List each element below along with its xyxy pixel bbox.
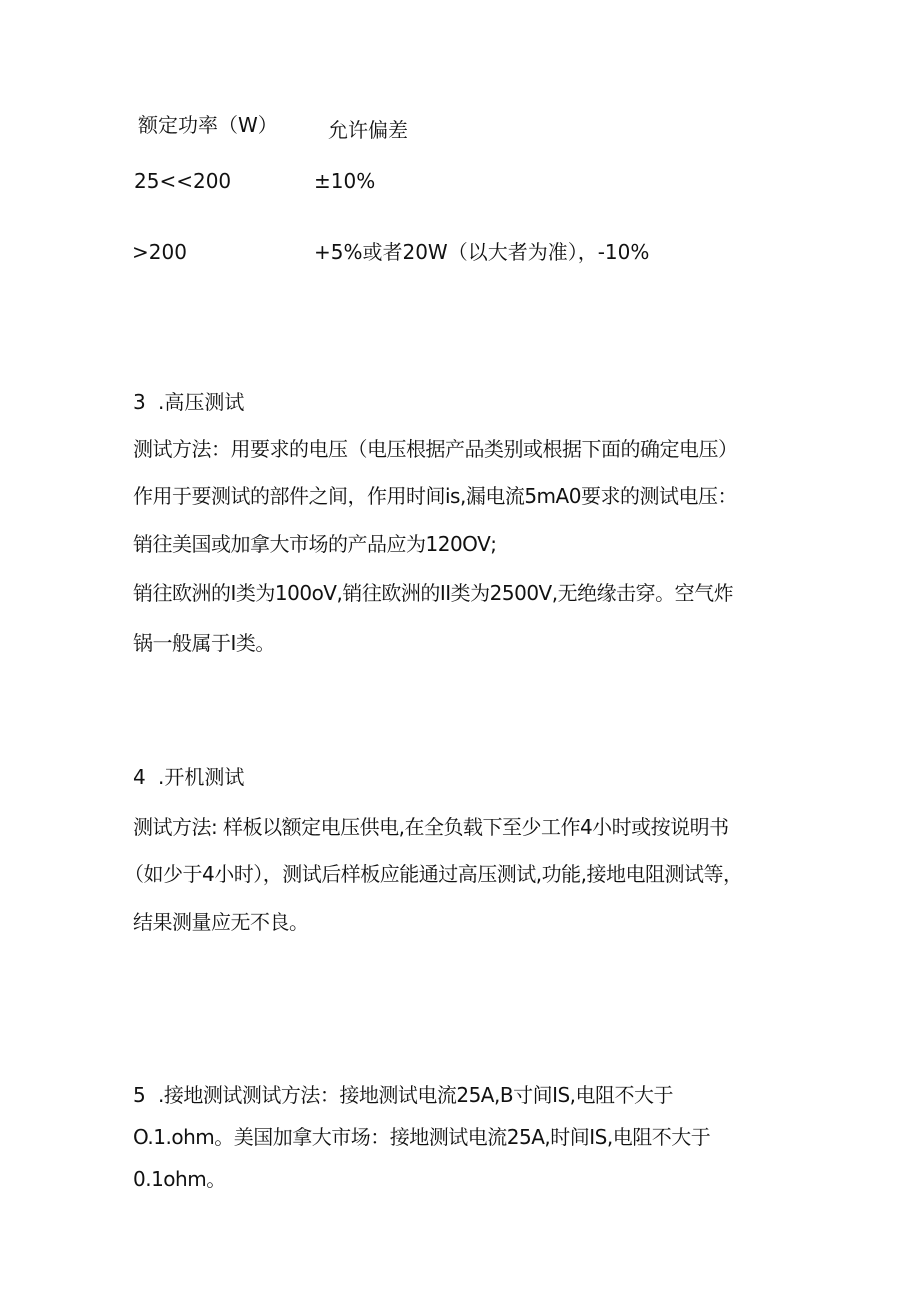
table-cell-power: 25<<200: [134, 169, 232, 193]
section-number: 3: [133, 390, 146, 414]
section-title: .高压测试: [158, 390, 245, 414]
table-cell-power: >200: [132, 240, 187, 264]
paragraph-line: 锅一般属于I类。: [133, 631, 275, 655]
paragraph-line: 测试方法: 样板以额定电压供电,在全负载下至少工作4小时或按说明书: [133, 815, 729, 839]
paragraph-line: 0.1ohm。: [133, 1167, 226, 1191]
table-header-rated-power: 额定功率（W）: [138, 113, 278, 137]
paragraph-line: （如少于4小时），测试后样板应能通过高压测试,功能,接地电阻测试等，: [124, 862, 743, 886]
paragraph-line: 销往欧洲的I类为100oV,销往欧洲的II类为2500V,无绝缘击穿。空气炸: [133, 581, 734, 605]
paragraph-line: 作用于要测试的部件之间，作用时间is,漏电流5mA0要求的测试电压：: [133, 484, 737, 508]
section-number: 5: [133, 1083, 146, 1107]
paragraph-line: O.1.ohm。美国加拿大市场：接地测试电流25A,时间IS,电阻不大于: [133, 1125, 711, 1149]
table-cell-tolerance: +5%或者20W（以大者为准），-10%: [314, 240, 650, 264]
section-title: .开机测试: [158, 765, 245, 789]
paragraph-line: 测试方法：用要求的电压（电压根据产品类别或根据下面的确定电压）: [133, 437, 738, 461]
section-number: 4: [133, 765, 146, 789]
table-cell-tolerance: ±10%: [314, 169, 376, 193]
paragraph-line: 结果测量应无不良。: [133, 910, 309, 934]
paragraph-line: .接地测试测试方法：接地测试电流25A,B寸间IS,电阻不大于: [158, 1083, 674, 1107]
paragraph-line: 销往美国或加拿大市场的产品应为120OV;: [133, 532, 497, 556]
table-header-tolerance: 允许偏差: [328, 118, 408, 142]
